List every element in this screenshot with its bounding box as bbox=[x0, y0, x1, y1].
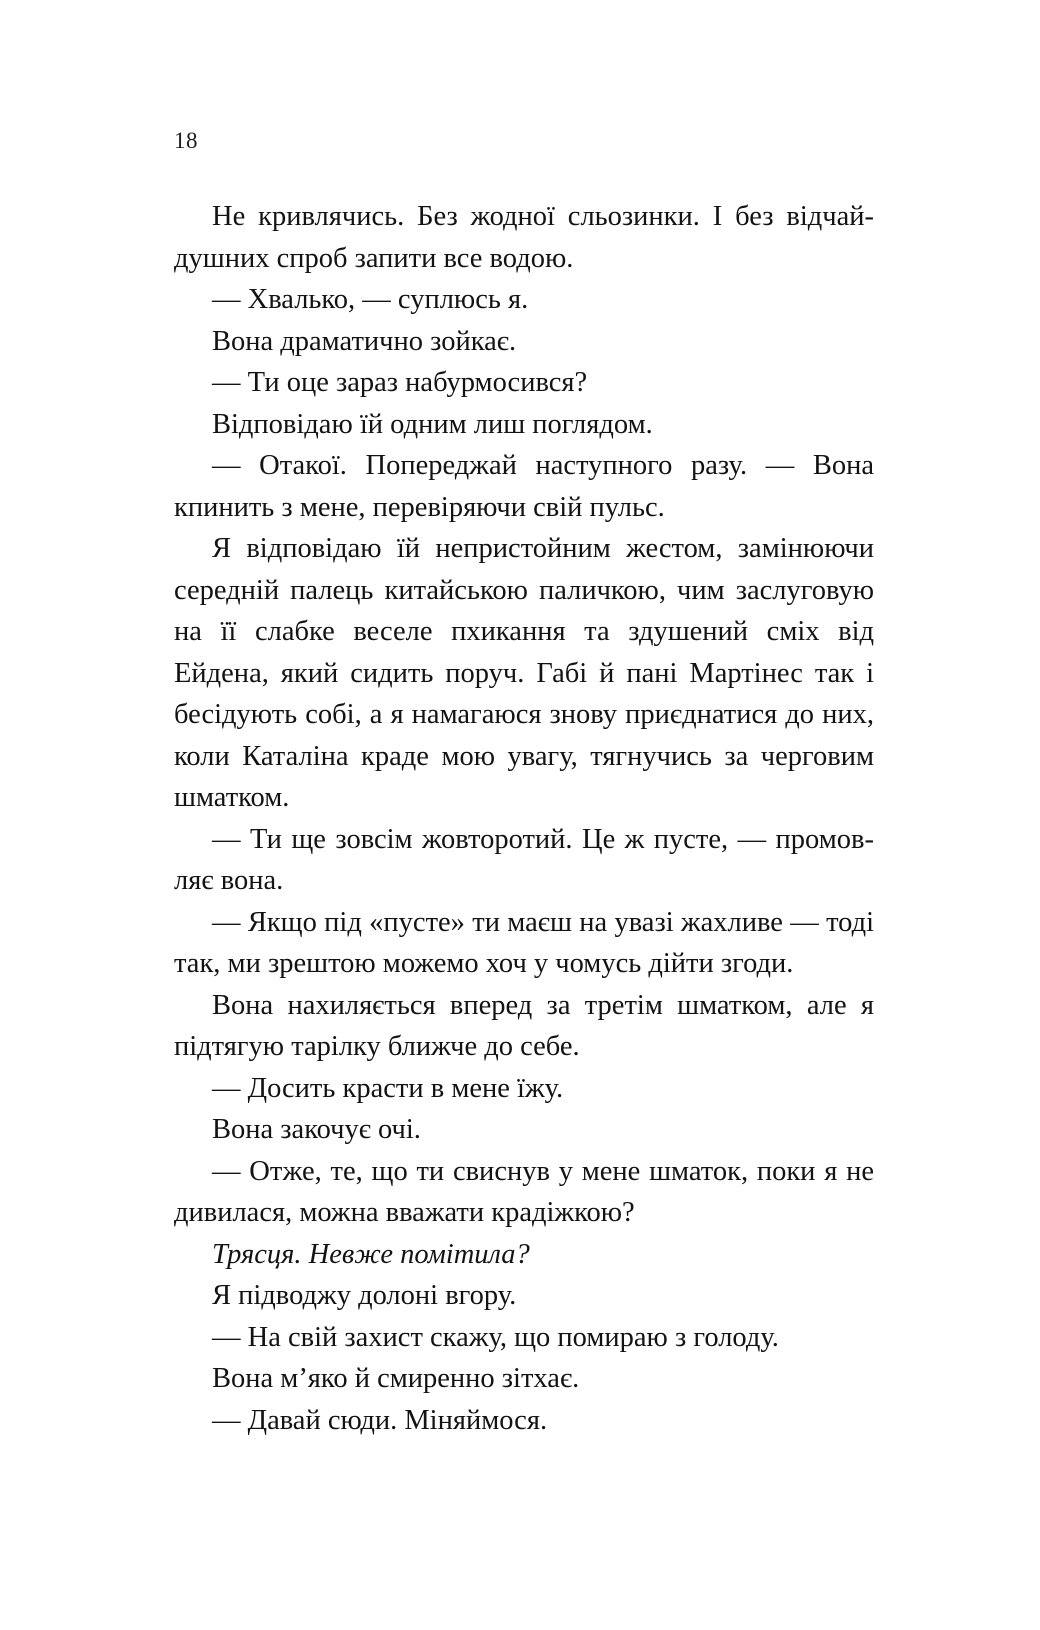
paragraph: Вона м’яко й смиренно зітхає. bbox=[212, 1363, 580, 1394]
page-body bbox=[174, 196, 874, 1441]
paragraph: — Хвалько, — суплюсь я. bbox=[212, 284, 529, 315]
paragraph: — Давай сюди. Міняймося. bbox=[212, 1404, 548, 1436]
paragraph: — Ти оце зараз набурмосився? bbox=[212, 367, 588, 398]
paragraph: — На свій захист скажу, що помираю з голоду. bbox=[212, 1321, 779, 1353]
paragraph: Не кривлячись. Без жодної сльозинки. І без відчайдушних спроб запити все водою. bbox=[174, 201, 874, 274]
paragraph: Вона нахиляється вперед за третім шматком, але я підтягую тарілку ближче до себе. bbox=[174, 989, 874, 1062]
paragraph: Відповідаю їй одним лиш поглядом. bbox=[212, 408, 653, 440]
page-number: 18 bbox=[174, 128, 198, 153]
paragraph: — Отакої. Попереджай наступного разу. — Вона кпинить з мене, перевіряючи свій пульс. bbox=[174, 450, 874, 523]
paragraph: — Якщо під «пусте» ти маєш на увазі жахливе — тоді так, ми зрештою можемо хоч у чомусь дійти згоди. bbox=[174, 906, 874, 979]
paragraph: Я відповідаю їй непристойним жестом, замінюючи середній палець китайською паличкою, чим заслуговую на її слабке веселе пхикання та здушений сміх від Ейдена, який сидить поруч. Габі й пані Мартінес так і бесідують собі, а я намагаюся знову приєднатися до них, коли Каталіна краде мою увагу, тягнучись за черговим шматком. bbox=[174, 533, 874, 813]
paragraph-italic: Трясця. Невже помітила? bbox=[212, 1238, 530, 1270]
paragraph: Вона закочує очі. bbox=[212, 1114, 421, 1145]
paragraph: Я підводжу долоні вгору. bbox=[212, 1280, 517, 1311]
paragraph: — Досить красти в мене їжу. bbox=[212, 1072, 564, 1104]
paragraph: — Отже, те, що ти свиснув у мене шматок, поки я не дивилася, можна вважати крадіжкою? bbox=[174, 1155, 874, 1228]
paragraph: Вона драматично зойкає. bbox=[212, 325, 517, 357]
paragraph: — Ти ще зовсім жовторотий. Це ж пусте, — промовляє вона. bbox=[174, 823, 874, 896]
